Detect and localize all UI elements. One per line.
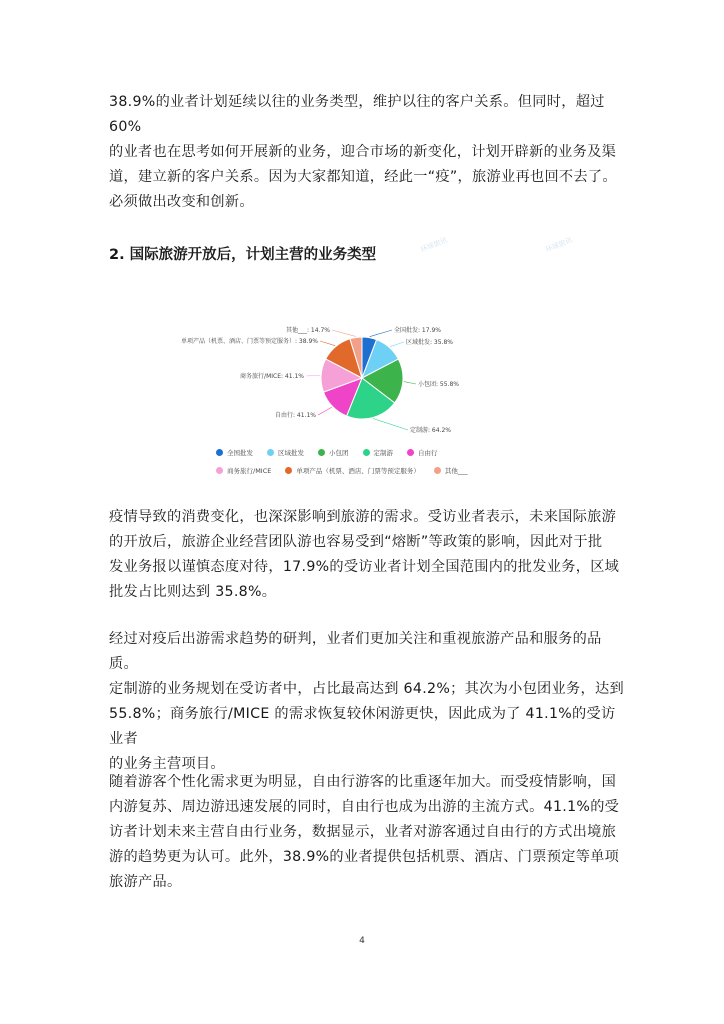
legend-item[interactable]	[407, 448, 438, 457]
business-type-pie-chart	[181, 316, 530, 486]
legend-label: 其他___	[444, 466, 468, 475]
legend-label: 区域批发	[278, 448, 304, 457]
label-leader-line	[390, 342, 404, 347]
legend-marker-icon	[216, 449, 223, 456]
legend-marker-icon	[267, 449, 274, 456]
legend-item[interactable]	[285, 466, 420, 475]
legend-marker-icon	[216, 467, 223, 474]
label-leader-line	[320, 341, 335, 346]
quality-paragraph: 经过对疫后出游需求趋势的研判，业者们更加关注和重视旅游产品和服务的品质。 定制游的业务规划在受访者中，占比最高达到 64.2%；其次为小包团业务，达到 55.8%；商务旅行/MICE 的需求恢复较休闲游更快，因此成为了 41.1%的受访业者 的业务主营项目。	[109, 631, 624, 772]
legend-item[interactable]	[434, 466, 468, 475]
legend-row	[216, 461, 516, 479]
intro-paragraph: 38.9%的业者计划延续以往的业务类型，维护以往的客户关系。但同时，超过 60% 的业者也在思考如何开展新的业务，迎合市场的新变化，计划开辟新的业务及渠 道，建立新的客户关系。因为大家都知道，经此一“疫”，旅游业再也回不去了。 必须做出改变和创新。	[109, 94, 617, 210]
slice-label: 区域批发: 35.8%	[406, 339, 453, 346]
slice-label: 商务旅行/MICE: 41.1%	[240, 373, 304, 380]
legend-item[interactable]	[318, 448, 349, 457]
legend-item[interactable]	[216, 466, 271, 475]
independent-travel-paragraph: 随着游客个性化需求更为明显，自由行游客的比重逐年加大。而受疫情影响，国 内游复苏、周边游迅速发展的同时，自由行也成为出游的主流方式。41.1%的受 访者计划未来主营自由行业务，数据显示，业者对游客通过自由行的方式出境旅 游的趋势更为认可。此外，38.9%的业者提供包括机票、酒店、门票预定等单项 旅游产品。	[109, 774, 620, 890]
legend-marker-icon	[285, 467, 292, 474]
legend-marker-icon	[318, 449, 325, 456]
legend-item[interactable]	[267, 448, 304, 457]
label-leader-line	[332, 330, 356, 336]
legend-label: 单项产品（机票、酒店、门票等预定服务）	[296, 466, 420, 475]
slice-label: 全国批发: 17.9%	[394, 327, 441, 334]
slice-label: 小包团: 55.8%	[418, 381, 459, 388]
watermark: 环球旅讯	[544, 236, 574, 254]
legend-label: 商务旅行/MICE	[227, 466, 272, 475]
legend-item[interactable]	[216, 448, 253, 457]
section-heading: 2. 国际旅游开放后，计划主营的业务类型	[109, 247, 377, 263]
chart-legend	[216, 443, 516, 479]
slice-label: 其他___: 14.7%	[286, 327, 330, 334]
label-leader-line	[373, 419, 408, 430]
legend-marker-icon	[407, 449, 414, 456]
pie-chart-svg	[181, 316, 530, 441]
label-leader-line	[370, 330, 392, 337]
legend-row	[216, 443, 516, 461]
watermark: 环球旅讯	[419, 236, 449, 254]
label-leader-line	[318, 407, 332, 415]
legend-marker-icon	[363, 449, 370, 456]
legend-marker-icon	[434, 467, 441, 474]
label-leader-line	[306, 375, 320, 376]
slice-label: 单项产品（机票、酒店、门票等预定服务）: 38.9%	[181, 338, 318, 345]
legend-label: 全国批发	[227, 448, 253, 457]
demand-paragraph: 疫情导致的消费变化，也深深影响到旅游的需求。受访业者表示，未来国际旅游 的开放后，旅游企业经营团队游也容易受到“熔断”等政策的影响，因此对于批 发业务报以谨慎态度对待，17.9%的受访业者计划全国范围内的批发业务，区域 批发占比则达到 35.8%。	[109, 509, 620, 600]
page-number: 4	[359, 936, 365, 946]
slice-label: 定制游: 64.2%	[410, 427, 451, 434]
label-leader-line	[404, 382, 416, 384]
legend-item[interactable]	[363, 448, 394, 457]
legend-label: 小包团	[329, 448, 349, 457]
legend-label: 自由行	[418, 448, 438, 457]
legend-label: 定制游	[373, 448, 393, 457]
slice-label: 自由行: 41.1%	[275, 412, 316, 419]
